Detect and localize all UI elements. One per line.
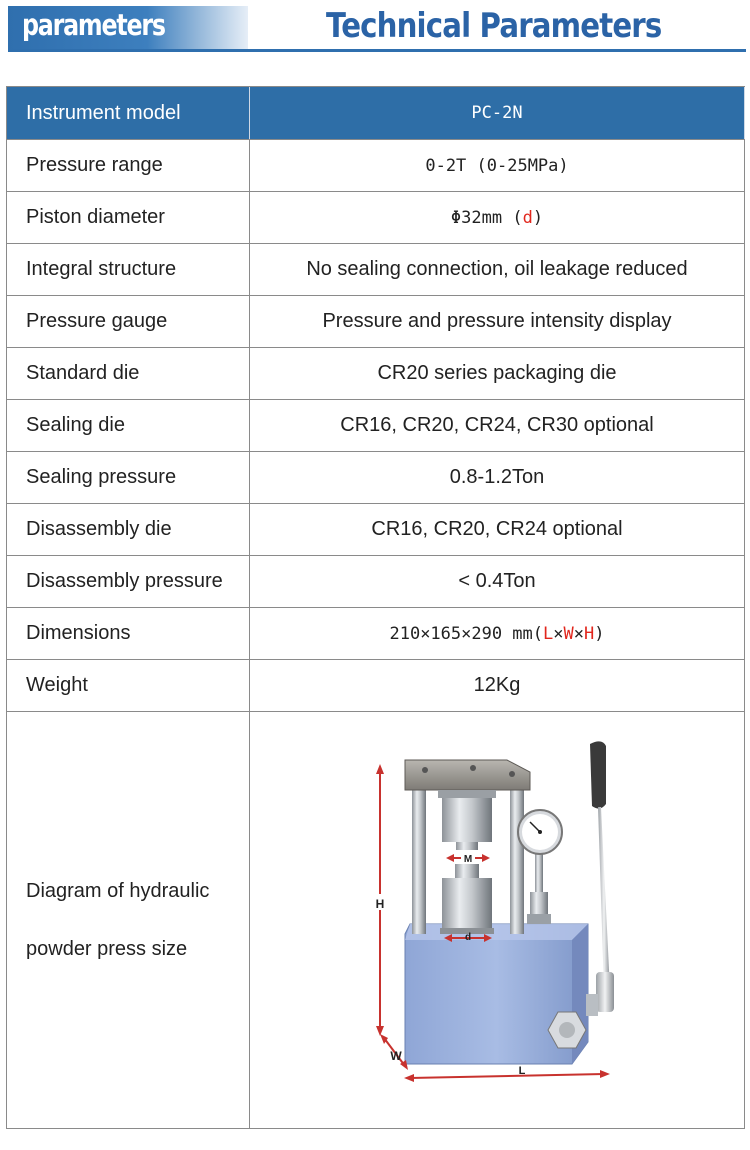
value-highlight: d <box>522 207 533 228</box>
row-value <box>250 608 745 659</box>
dimension-w-label: W <box>390 1049 402 1063</box>
diagram-label <box>7 712 250 1128</box>
row-value: CR16, CR20, CR24, CR30 optional <box>250 400 745 451</box>
parameters-table <box>6 86 745 1129</box>
row-label: Pressure gauge <box>7 296 250 347</box>
row-label: Integral structure <box>7 244 250 295</box>
header-divider <box>8 49 746 52</box>
row-label: Disassembly pressure <box>7 556 250 607</box>
table-row <box>7 244 745 296</box>
pressure-gauge-icon <box>518 810 562 924</box>
value-text: ) <box>532 207 544 228</box>
table-row <box>7 608 745 660</box>
row-label: Disassembly die <box>7 504 250 555</box>
table-row <box>7 400 745 452</box>
row-value: No sealing connection, oil leakage reduced <box>250 244 745 295</box>
model-label: Instrument model <box>7 87 250 139</box>
value-highlight-w: W <box>563 623 574 644</box>
row-value: 0.8-1.2Ton <box>250 452 745 503</box>
value-text: 210×165×290 mm( <box>389 623 544 644</box>
diagram-label-line2: powder press size <box>26 938 188 960</box>
row-label: Pressure range <box>7 140 250 191</box>
row-label: Standard die <box>7 348 250 399</box>
row-value: CR16, CR20, CR24 optional <box>250 504 745 555</box>
row-label: Sealing die <box>7 400 250 451</box>
value-highlight-l: L <box>543 623 554 644</box>
dimension-d-label: d <box>464 932 472 943</box>
row-value: < 0.4Ton <box>250 556 745 607</box>
mold <box>440 864 494 934</box>
value-text: ) <box>594 623 605 644</box>
page-header <box>0 0 750 56</box>
value-highlight-h: H <box>584 623 595 644</box>
dimension-m-label: M <box>463 854 473 865</box>
dimension-h-label: H <box>375 897 385 911</box>
row-label: Sealing pressure <box>7 452 250 503</box>
model-value: PC-2N <box>250 87 745 139</box>
diagram-label-line1: Diagram of hydraulic <box>26 880 210 902</box>
top-plate <box>405 760 530 790</box>
table-row <box>7 192 745 244</box>
diagram-cell <box>250 712 745 1128</box>
row-value: 12Kg <box>250 660 745 711</box>
row-label: Piston diameter <box>7 192 250 243</box>
page-title: Technical Parameters <box>326 6 662 46</box>
table-row <box>7 296 745 348</box>
table-header-row <box>7 87 745 140</box>
row-label: Weight <box>7 660 250 711</box>
table-row <box>7 660 745 712</box>
lever-handle-icon <box>586 741 614 1016</box>
table-row <box>7 452 745 504</box>
table-row <box>7 556 745 608</box>
dimension-l <box>404 1070 610 1082</box>
hydraulic-press-diagram <box>250 712 744 1128</box>
table-row <box>7 504 745 556</box>
row-value: 0-2T (0-25MPa) <box>250 140 745 191</box>
upper-ram <box>438 790 496 850</box>
value-text: Φ32mm ( <box>450 207 523 228</box>
table-row <box>7 140 745 192</box>
row-label: Dimensions <box>7 608 250 659</box>
value-text: × <box>553 623 564 644</box>
row-value <box>250 192 745 243</box>
row-value: CR20 series packaging die <box>250 348 745 399</box>
diagram-row <box>7 712 745 1129</box>
row-value: Pressure and pressure intensity display <box>250 296 745 347</box>
value-text: × <box>573 623 585 644</box>
dimension-l-label: L <box>518 1065 526 1077</box>
header-tab-label: parameters <box>22 8 165 42</box>
table-row <box>7 348 745 400</box>
